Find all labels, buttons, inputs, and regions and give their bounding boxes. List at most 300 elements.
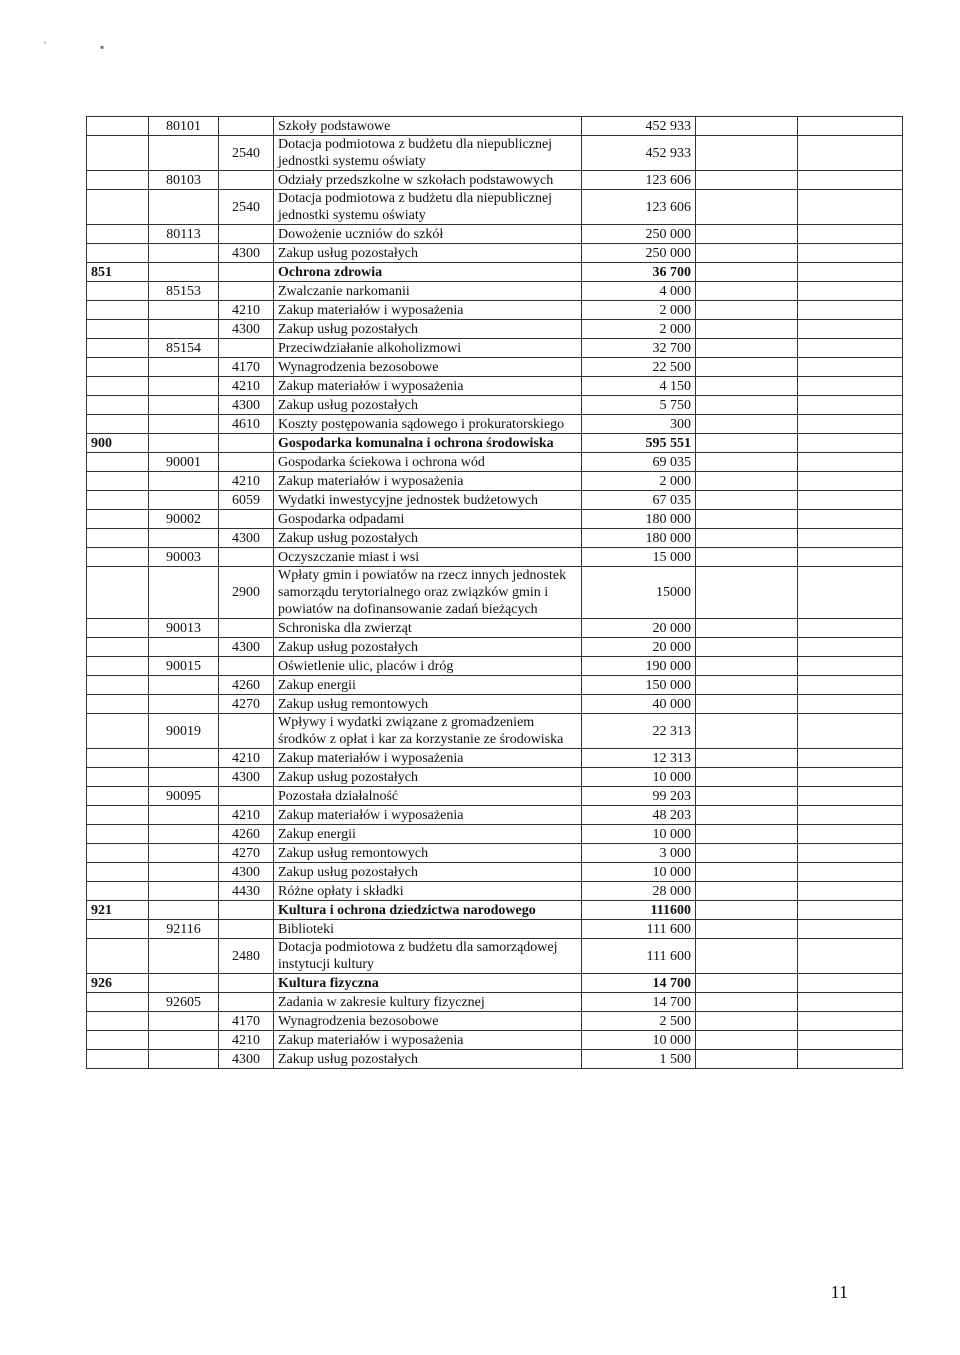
empty-cell (798, 510, 903, 529)
empty-cell (798, 377, 903, 396)
amount-cell: 2 000 (582, 472, 696, 491)
empty-cell (798, 136, 903, 171)
dzial-cell: 926 (87, 974, 149, 993)
empty-cell (696, 939, 798, 974)
table-row (87, 136, 903, 171)
description-cell: Zakup energii (274, 676, 582, 695)
amount-cell: 4 000 (582, 282, 696, 301)
empty-cell (696, 638, 798, 657)
table-section-row (87, 901, 903, 920)
rozdzial-cell (149, 638, 219, 657)
empty-cell (798, 453, 903, 472)
empty-cell (798, 339, 903, 358)
amount-cell: 300 (582, 415, 696, 434)
empty-cell (696, 1050, 798, 1069)
paragraf-cell (219, 453, 274, 472)
rozdzial-cell (149, 939, 219, 974)
rozdzial-cell (149, 472, 219, 491)
amount-cell: 1 500 (582, 1050, 696, 1069)
amount-cell: 250 000 (582, 244, 696, 263)
table-row (87, 638, 903, 657)
rozdzial-cell: 92116 (149, 920, 219, 939)
page-number: 11 (830, 1282, 848, 1302)
empty-cell (696, 377, 798, 396)
empty-cell (798, 863, 903, 882)
amount-cell: 36 700 (582, 263, 696, 282)
dzial-cell (87, 225, 149, 244)
dzial-cell (87, 844, 149, 863)
table-row (87, 882, 903, 901)
paragraf-cell: 4270 (219, 844, 274, 863)
empty-cell (798, 415, 903, 434)
empty-cell (696, 136, 798, 171)
table-row (87, 1050, 903, 1069)
paragraf-cell: 4170 (219, 358, 274, 377)
empty-cell (798, 787, 903, 806)
dzial-cell (87, 1012, 149, 1031)
rozdzial-cell: 90015 (149, 657, 219, 676)
empty-cell (696, 263, 798, 282)
empty-cell (696, 695, 798, 714)
amount-cell: 111600 (582, 901, 696, 920)
paragraf-cell (219, 510, 274, 529)
dzial-cell (87, 749, 149, 768)
empty-cell (696, 510, 798, 529)
empty-cell (696, 301, 798, 320)
dzial-cell (87, 510, 149, 529)
dzial-cell (87, 453, 149, 472)
table-row (87, 749, 903, 768)
dzial-cell (87, 529, 149, 548)
paragraf-cell: 2480 (219, 939, 274, 974)
description-cell: Odziały przedszkolne w szkołach podstawowych (274, 171, 582, 190)
table-row (87, 548, 903, 567)
empty-cell (798, 529, 903, 548)
table-row (87, 676, 903, 695)
amount-cell: 2 000 (582, 320, 696, 339)
description-cell: Dotacja podmiotowa z budżetu dla samorządowej instytucji kultury (274, 939, 582, 974)
empty-cell (798, 225, 903, 244)
empty-cell (798, 301, 903, 320)
empty-cell (696, 806, 798, 825)
table-row (87, 787, 903, 806)
table-row (87, 920, 903, 939)
rozdzial-cell: 90001 (149, 453, 219, 472)
table-row (87, 993, 903, 1012)
amount-cell: 2 000 (582, 301, 696, 320)
amount-cell: 111 600 (582, 920, 696, 939)
rozdzial-cell (149, 301, 219, 320)
empty-cell (696, 491, 798, 510)
paragraf-cell (219, 787, 274, 806)
empty-cell (696, 657, 798, 676)
empty-cell (798, 244, 903, 263)
paragraf-cell: 4210 (219, 1031, 274, 1050)
paragraf-cell (219, 901, 274, 920)
paragraf-cell (219, 339, 274, 358)
amount-cell: 3 000 (582, 844, 696, 863)
dzial-cell (87, 619, 149, 638)
amount-cell: 40 000 (582, 695, 696, 714)
empty-cell (696, 676, 798, 695)
table-row (87, 171, 903, 190)
rozdzial-cell (149, 882, 219, 901)
empty-cell (798, 396, 903, 415)
dzial-cell (87, 117, 149, 136)
rozdzial-cell (149, 320, 219, 339)
description-cell: Wynagrodzenia bezosobowe (274, 1012, 582, 1031)
table-row (87, 844, 903, 863)
empty-cell (696, 974, 798, 993)
amount-cell: 452 933 (582, 136, 696, 171)
description-cell: Zakup usług remontowych (274, 844, 582, 863)
empty-cell (696, 453, 798, 472)
description-cell: Zakup usług pozostałych (274, 320, 582, 339)
dzial-cell (87, 396, 149, 415)
empty-cell (696, 529, 798, 548)
dzial-cell: 900 (87, 434, 149, 453)
description-cell: Zakup materiałów i wyposażenia (274, 1031, 582, 1050)
empty-cell (696, 1031, 798, 1050)
table-row (87, 320, 903, 339)
description-cell: Zakup usług remontowych (274, 695, 582, 714)
paragraf-cell: 4610 (219, 415, 274, 434)
paragraf-cell: 4210 (219, 749, 274, 768)
dzial-cell (87, 787, 149, 806)
rozdzial-cell (149, 358, 219, 377)
empty-cell (798, 825, 903, 844)
paragraf-cell: 4300 (219, 863, 274, 882)
amount-cell: 20 000 (582, 619, 696, 638)
empty-cell (798, 567, 903, 619)
description-cell: Zakup materiałów i wyposażenia (274, 806, 582, 825)
dzial-cell (87, 920, 149, 939)
empty-cell (798, 920, 903, 939)
amount-cell: 180 000 (582, 510, 696, 529)
description-cell: Kultura fizyczna (274, 974, 582, 993)
rozdzial-cell: 90013 (149, 619, 219, 638)
amount-cell: 111 600 (582, 939, 696, 974)
dzial-cell (87, 282, 149, 301)
paragraf-cell (219, 548, 274, 567)
dzial-cell (87, 676, 149, 695)
description-cell: Zakup usług pozostałych (274, 529, 582, 548)
amount-cell: 180 000 (582, 529, 696, 548)
rozdzial-cell (149, 491, 219, 510)
description-cell: Koszty postępowania sądowego i prokuratorskiego (274, 415, 582, 434)
dzial-cell: 921 (87, 901, 149, 920)
dzial-cell (87, 136, 149, 171)
paragraf-cell: 4210 (219, 301, 274, 320)
amount-cell: 123 606 (582, 190, 696, 225)
table-row (87, 657, 903, 676)
paragraf-cell: 4210 (219, 377, 274, 396)
dzial-cell (87, 806, 149, 825)
rozdzial-cell (149, 434, 219, 453)
table-row (87, 619, 903, 638)
rozdzial-cell (149, 844, 219, 863)
empty-cell (696, 282, 798, 301)
description-cell: Zakup materiałów i wyposażenia (274, 749, 582, 768)
empty-cell (696, 117, 798, 136)
rozdzial-cell (149, 567, 219, 619)
rozdzial-cell (149, 263, 219, 282)
rozdzial-cell (149, 1031, 219, 1050)
empty-cell (696, 320, 798, 339)
empty-cell (798, 901, 903, 920)
description-cell: Zwalczanie narkomanii (274, 282, 582, 301)
empty-cell (798, 548, 903, 567)
empty-cell (798, 882, 903, 901)
table-row (87, 714, 903, 749)
dzial-cell (87, 491, 149, 510)
rozdzial-cell (149, 1050, 219, 1069)
amount-cell: 10 000 (582, 768, 696, 787)
table-section-row (87, 974, 903, 993)
empty-cell (798, 657, 903, 676)
paragraf-cell: 4300 (219, 320, 274, 339)
paragraf-cell: 2540 (219, 190, 274, 225)
table-row (87, 1031, 903, 1050)
description-cell: Zakup usług pozostałych (274, 396, 582, 415)
rozdzial-cell (149, 806, 219, 825)
table-row (87, 472, 903, 491)
rozdzial-cell (149, 1012, 219, 1031)
dzial-cell (87, 320, 149, 339)
rozdzial-cell (149, 863, 219, 882)
rozdzial-cell (149, 377, 219, 396)
rozdzial-cell (149, 901, 219, 920)
paragraf-cell (219, 117, 274, 136)
rozdzial-cell (149, 396, 219, 415)
table-row (87, 415, 903, 434)
empty-cell (798, 993, 903, 1012)
rozdzial-cell (149, 136, 219, 171)
empty-cell (696, 844, 798, 863)
description-cell: Dotacja podmiotowa z budżetu dla niepublicznej jednostki systemu oświaty (274, 190, 582, 225)
paragraf-cell (219, 993, 274, 1012)
paragraf-cell (219, 225, 274, 244)
table-row (87, 491, 903, 510)
dzial-cell (87, 638, 149, 657)
empty-cell (696, 901, 798, 920)
table-row (87, 567, 903, 619)
table-section-row (87, 263, 903, 282)
table-row (87, 301, 903, 320)
paragraf-cell (219, 974, 274, 993)
empty-cell (798, 117, 903, 136)
description-cell: Ochrona zdrowia (274, 263, 582, 282)
description-cell: Zakup usług pozostałych (274, 863, 582, 882)
paragraf-cell: 6059 (219, 491, 274, 510)
dzial-cell: 851 (87, 263, 149, 282)
empty-cell (798, 171, 903, 190)
rozdzial-cell: 80113 (149, 225, 219, 244)
table-row (87, 244, 903, 263)
amount-cell: 48 203 (582, 806, 696, 825)
amount-cell: 2 500 (582, 1012, 696, 1031)
amount-cell: 67 035 (582, 491, 696, 510)
rozdzial-cell: 90003 (149, 548, 219, 567)
description-cell: Zakup energii (274, 825, 582, 844)
scan-speck-icon: ′ (44, 38, 47, 52)
description-cell: Gospodarka komunalna i ochrona środowiska (274, 434, 582, 453)
paragraf-cell (219, 171, 274, 190)
description-cell: Biblioteki (274, 920, 582, 939)
empty-cell (798, 806, 903, 825)
amount-cell: 15000 (582, 567, 696, 619)
description-cell: Pozostała działalność (274, 787, 582, 806)
empty-cell (798, 358, 903, 377)
paragraf-cell (219, 714, 274, 749)
amount-cell: 10 000 (582, 1031, 696, 1050)
amount-cell: 123 606 (582, 171, 696, 190)
table-row (87, 117, 903, 136)
paragraf-cell: 4270 (219, 695, 274, 714)
empty-cell (696, 434, 798, 453)
amount-cell: 15 000 (582, 548, 696, 567)
empty-cell (798, 714, 903, 749)
paragraf-cell: 4430 (219, 882, 274, 901)
empty-cell (696, 567, 798, 619)
paragraf-cell: 4300 (219, 638, 274, 657)
empty-cell (696, 619, 798, 638)
description-cell: Wpływy i wydatki związane z gromadzeniem środków z opłat i kar za korzystanie ze środowiska (274, 714, 582, 749)
empty-cell (696, 787, 798, 806)
paragraf-cell: 4300 (219, 1050, 274, 1069)
amount-cell: 22 313 (582, 714, 696, 749)
rozdzial-cell (149, 244, 219, 263)
paragraf-cell: 4300 (219, 529, 274, 548)
table-section-row (87, 434, 903, 453)
table-row (87, 529, 903, 548)
paragraf-cell: 4300 (219, 244, 274, 263)
scan-speck-icon: ▪ (100, 40, 105, 54)
paragraf-cell: 4210 (219, 472, 274, 491)
paragraf-cell (219, 619, 274, 638)
description-cell: Gospodarka ściekowa i ochrona wód (274, 453, 582, 472)
amount-cell: 14 700 (582, 974, 696, 993)
table-row (87, 510, 903, 529)
paragraf-cell: 4170 (219, 1012, 274, 1031)
empty-cell (798, 190, 903, 225)
table-row (87, 339, 903, 358)
amount-cell: 28 000 (582, 882, 696, 901)
empty-cell (696, 882, 798, 901)
rozdzial-cell: 90002 (149, 510, 219, 529)
empty-cell (696, 1012, 798, 1031)
amount-cell: 452 933 (582, 117, 696, 136)
rozdzial-cell (149, 529, 219, 548)
amount-cell: 12 313 (582, 749, 696, 768)
rozdzial-cell (149, 676, 219, 695)
empty-cell (798, 974, 903, 993)
table-row (87, 396, 903, 415)
empty-cell (696, 749, 798, 768)
empty-cell (798, 695, 903, 714)
description-cell: Kultura i ochrona dziedzictwa narodowego (274, 901, 582, 920)
dzial-cell (87, 377, 149, 396)
dzial-cell (87, 863, 149, 882)
amount-cell: 32 700 (582, 339, 696, 358)
empty-cell (696, 244, 798, 263)
dzial-cell (87, 939, 149, 974)
rozdzial-cell (149, 974, 219, 993)
description-cell: Zakup usług pozostałych (274, 244, 582, 263)
dzial-cell (87, 657, 149, 676)
paragraf-cell: 4210 (219, 806, 274, 825)
empty-cell (696, 396, 798, 415)
empty-cell (696, 225, 798, 244)
description-cell: Szkoły podstawowe (274, 117, 582, 136)
empty-cell (798, 320, 903, 339)
description-cell: Zakup materiałów i wyposażenia (274, 301, 582, 320)
dzial-cell (87, 695, 149, 714)
description-cell: Przeciwdziałanie alkoholizmowi (274, 339, 582, 358)
description-cell: Gospodarka odpadami (274, 510, 582, 529)
empty-cell (798, 768, 903, 787)
empty-cell (696, 714, 798, 749)
paragraf-cell: 4260 (219, 825, 274, 844)
empty-cell (798, 491, 903, 510)
empty-cell (798, 939, 903, 974)
empty-cell (798, 282, 903, 301)
empty-cell (798, 1031, 903, 1050)
dzial-cell (87, 1050, 149, 1069)
dzial-cell (87, 548, 149, 567)
empty-cell (696, 171, 798, 190)
table-row (87, 806, 903, 825)
rozdzial-cell: 92605 (149, 993, 219, 1012)
dzial-cell (87, 768, 149, 787)
empty-cell (798, 1050, 903, 1069)
amount-cell: 10 000 (582, 825, 696, 844)
empty-cell (798, 676, 903, 695)
empty-cell (798, 638, 903, 657)
amount-cell: 22 500 (582, 358, 696, 377)
empty-cell (696, 472, 798, 491)
empty-cell (798, 619, 903, 638)
table-row (87, 358, 903, 377)
empty-cell (696, 863, 798, 882)
description-cell: Dotacja podmiotowa z budżetu dla niepublicznej jednostki systemu oświaty (274, 136, 582, 171)
amount-cell: 190 000 (582, 657, 696, 676)
description-cell: Schroniska dla zwierząt (274, 619, 582, 638)
empty-cell (696, 548, 798, 567)
empty-cell (696, 358, 798, 377)
rozdzial-cell (149, 825, 219, 844)
amount-cell: 10 000 (582, 863, 696, 882)
table-row (87, 190, 903, 225)
table-row (87, 939, 903, 974)
description-cell: Zakup usług pozostałych (274, 1050, 582, 1069)
rozdzial-cell: 90095 (149, 787, 219, 806)
table-row (87, 1012, 903, 1031)
rozdzial-cell: 80101 (149, 117, 219, 136)
paragraf-cell (219, 657, 274, 676)
rozdzial-cell (149, 749, 219, 768)
paragraf-cell: 2900 (219, 567, 274, 619)
description-cell: Zakup usług pozostałych (274, 768, 582, 787)
dzial-cell (87, 825, 149, 844)
dzial-cell (87, 171, 149, 190)
dzial-cell (87, 567, 149, 619)
empty-cell (696, 415, 798, 434)
table-row (87, 377, 903, 396)
empty-cell (696, 993, 798, 1012)
description-cell: Zakup usług pozostałych (274, 638, 582, 657)
amount-cell: 595 551 (582, 434, 696, 453)
